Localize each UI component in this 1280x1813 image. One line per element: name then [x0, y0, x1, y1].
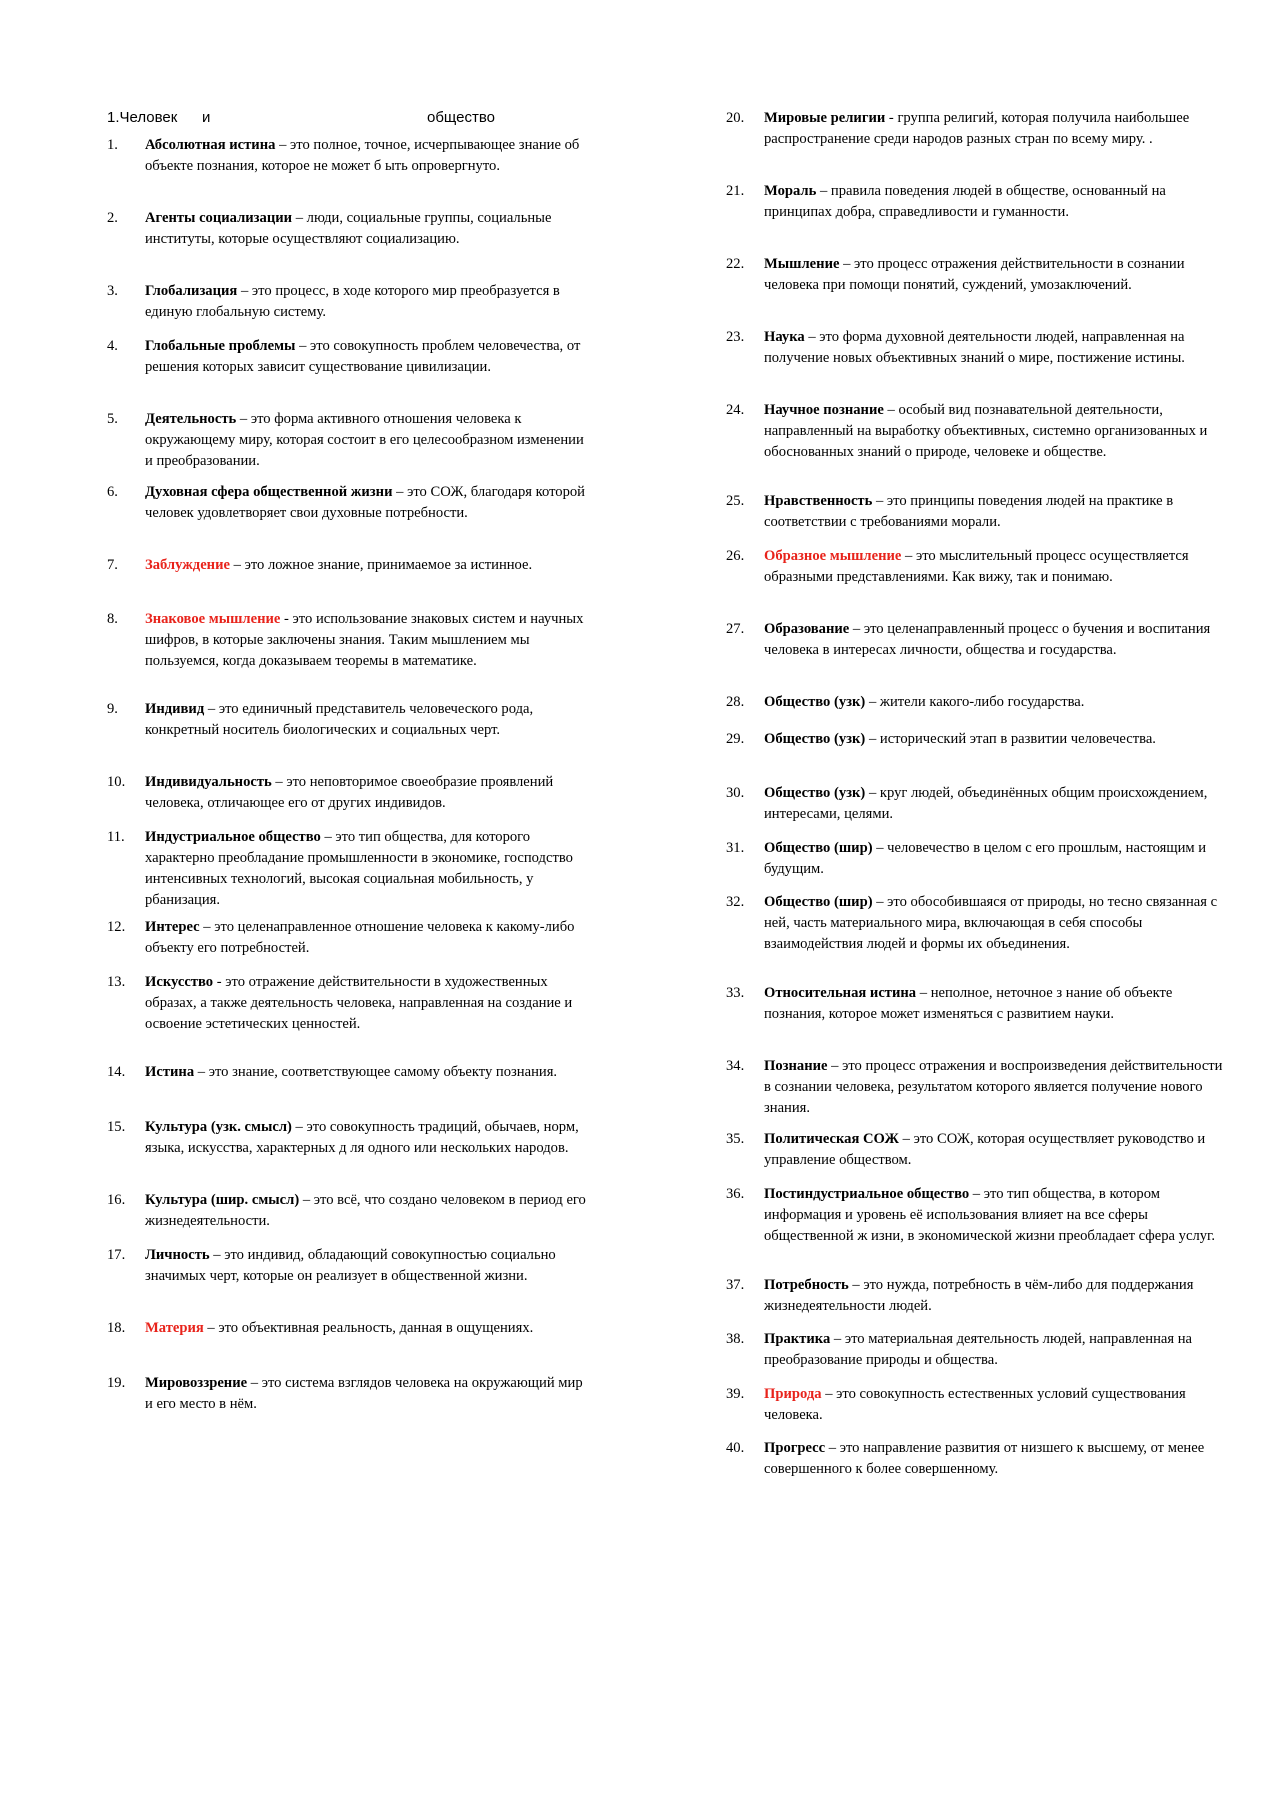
item-term: Материя	[145, 1320, 204, 1336]
item-definition: – это принципы поведения людей на практике в соответствии с требованиями морали.	[764, 493, 1174, 530]
item-definition: – это индивид, обладающий совокупностью социально значимых черт, которые он реализует в общественной жизни.	[145, 1247, 556, 1284]
item-term: Мировые религии	[764, 110, 886, 126]
item-term: Общество (шир)	[764, 894, 873, 910]
item-number: 16.	[107, 1192, 126, 1208]
item-term: Деятельность	[145, 411, 237, 427]
item-term: Природа	[764, 1386, 822, 1402]
item-term: Индивидуальность	[145, 774, 272, 790]
glossary-item	[107, 609, 587, 672]
item-definition: – это нужда, потребность в чём-либо для поддержания жизнедеятельности людей.	[764, 1277, 1194, 1314]
item-definition: – это процесс отражения и воспроизведения действительности в сознании человека, результатом которого является получение нового знания.	[764, 1058, 1223, 1116]
item-number: 8.	[107, 611, 118, 627]
glossary-item	[107, 409, 587, 472]
glossary-item	[107, 699, 587, 741]
item-term: Образное мышление	[764, 548, 902, 564]
item-definition: – это неповторимое своеобразие проявлений человека, отличающее его от других индивидов.	[145, 774, 554, 811]
glossary-item	[107, 1062, 587, 1083]
item-number: 12.	[107, 919, 126, 935]
item-definition: – это СОЖ, которая осуществляет руководство и управление обществом.	[764, 1131, 1206, 1168]
item-term: Индустриальное общество	[145, 829, 321, 845]
item-number: 40.	[726, 1440, 745, 1456]
glossary-item	[726, 1129, 1226, 1171]
item-number: 30.	[726, 785, 745, 801]
item-definition: – это совокупность естественных условий существования человека.	[764, 1386, 1186, 1423]
item-number: 29.	[726, 731, 745, 747]
item-definition: – жители какого-либо государства.	[865, 694, 1085, 710]
item-number: 31.	[726, 840, 745, 856]
item-term: Прогресс	[764, 1440, 826, 1456]
item-term: Потребность	[764, 1277, 849, 1293]
item-term: Постиндустриальное общество	[764, 1186, 970, 1202]
glossary-item	[107, 972, 587, 1035]
item-number: 32.	[726, 894, 745, 910]
item-definition: – исторический этап в развитии человечества.	[865, 731, 1156, 747]
glossary-item	[726, 783, 1226, 825]
item-term: Культура (шир. смысл)	[145, 1192, 300, 1208]
glossary-item	[107, 555, 587, 576]
item-definition: – это ложное знание, принимаемое за истинное.	[229, 557, 533, 573]
glossary-item	[107, 281, 587, 323]
item-definition: – это процесс отражения действительности в сознании человека при помощи понятий, суждений, умозаключений.	[764, 256, 1185, 293]
item-definition: – неполное, неточное з нание об объекте познания, которое может изменяться с развитием науки.	[764, 985, 1173, 1022]
item-definition: – это объективная реальность, данная в ощущениях.	[203, 1320, 534, 1336]
glossary-item	[107, 135, 587, 177]
glossary-item	[107, 1117, 587, 1159]
item-definition: – это материальная деятельность людей, направленная на преобразование природы и общества.	[764, 1331, 1193, 1368]
item-number: 25.	[726, 493, 745, 509]
item-term: Политическая СОЖ	[764, 1131, 899, 1147]
item-number: 14.	[107, 1064, 126, 1080]
item-number: 33.	[726, 985, 745, 1001]
glossary-item	[726, 327, 1226, 369]
glossary-item	[107, 1190, 587, 1232]
item-number: 5.	[107, 411, 118, 427]
item-number: 35.	[726, 1131, 745, 1147]
item-number: 36.	[726, 1186, 745, 1202]
item-number: 26.	[726, 548, 745, 564]
item-number: 9.	[107, 701, 118, 717]
item-number: 24.	[726, 402, 745, 418]
item-number: 19.	[107, 1375, 126, 1391]
item-term: Индивид	[145, 701, 205, 717]
glossary-item	[726, 491, 1226, 533]
glossary-item	[726, 1056, 1226, 1119]
item-definition: - группа религий, которая получила наибольшее распространение среди народов разных стран по всему миру. .	[764, 110, 1190, 147]
glossary-item	[726, 108, 1226, 150]
glossary-item	[726, 838, 1226, 880]
item-term: Глобальные проблемы	[145, 338, 296, 354]
item-definition: – это процесс, в ходе которого мир преобразуется в единую глобальную систему.	[145, 283, 560, 320]
glossary-item	[726, 400, 1226, 463]
glossary-item	[726, 983, 1226, 1025]
item-number: 37.	[726, 1277, 745, 1293]
item-definition: – это направление развития от низшего к высшему, от менее совершенного к более совершенному.	[764, 1440, 1205, 1477]
title-word-1: 1.Человек	[107, 109, 178, 126]
item-term: Относительная истина	[764, 985, 917, 1001]
glossary-item	[726, 254, 1226, 296]
item-number: 23.	[726, 329, 745, 345]
item-definition: – это СОЖ, благодаря которой человек удовлетворяет свои духовные потребности.	[145, 484, 585, 521]
item-number: 6.	[107, 484, 118, 500]
item-number: 2.	[107, 210, 118, 226]
item-definition: – правила поведения людей в обществе, основанный на принципах добра, справедливости и гуманности.	[764, 183, 1166, 220]
item-term: Общество (шир)	[764, 840, 873, 856]
item-term: Духовная сфера общественной жизни	[145, 484, 393, 500]
glossary-item	[726, 1275, 1226, 1317]
item-number: 10.	[107, 774, 126, 790]
item-term: Знаковое мышление	[145, 611, 281, 627]
glossary-item	[726, 729, 1226, 750]
item-term: Интерес	[145, 919, 200, 935]
item-definition: - это отражение действительности в художественных образах, а также деятельность человека, направленная на создание и освоение эстетических ценностей.	[145, 974, 573, 1032]
glossary-item	[726, 1384, 1226, 1426]
page-title	[107, 109, 507, 127]
glossary-item	[726, 1329, 1226, 1371]
item-number: 11.	[107, 829, 125, 845]
item-term: Общество (узк)	[764, 731, 866, 747]
glossary-item	[726, 619, 1226, 661]
glossary-item	[107, 1373, 587, 1415]
item-term: Глобализация	[145, 283, 238, 299]
title-word-2: и	[202, 109, 211, 126]
item-term: Заблуждение	[145, 557, 230, 573]
item-term: Истина	[145, 1064, 195, 1080]
item-definition: – это форма духовной деятельности людей, направленная на получение новых объективных знаний о мире, постижение истины.	[764, 329, 1185, 366]
item-definition: - это использование знаковых систем и научных шифров, в которые заключены знания. Таким мышлением мы пользуемся, когда доказываем теоремы в математике.	[145, 611, 584, 669]
item-number: 18.	[107, 1320, 126, 1336]
item-number: 21.	[726, 183, 745, 199]
item-term: Мышление	[764, 256, 840, 272]
item-definition: – люди, социальные группы, социальные институты, которые осуществляют социализацию.	[145, 210, 552, 247]
item-definition: – особый вид познавательной деятельности, направленный на выработку объективных, системно организованных и обоснованных знаний о природе, человеке и обществе.	[764, 402, 1208, 460]
item-term: Агенты социализации	[145, 210, 293, 226]
item-number: 22.	[726, 256, 745, 272]
glossary-item	[726, 181, 1226, 223]
item-term: Мораль	[764, 183, 817, 199]
item-term: Общество (узк)	[764, 694, 866, 710]
item-number: 15.	[107, 1119, 126, 1135]
item-number: 27.	[726, 621, 745, 637]
item-term: Наука	[764, 329, 805, 345]
item-definition: – это тип общества, для которого характерно преобладание промышленности в экономике, господство интенсивных технологий, высокая социальная мобильность, у рбанизация.	[145, 829, 573, 908]
item-number: 13.	[107, 974, 126, 990]
glossary-item	[107, 1245, 587, 1287]
item-number: 38.	[726, 1331, 745, 1347]
item-number: 20.	[726, 110, 745, 126]
item-definition: – круг людей, объединённых общим происхождением, интересами, целями.	[764, 785, 1208, 822]
glossary-item	[107, 917, 587, 959]
item-number: 1.	[107, 137, 118, 153]
item-term: Познание	[764, 1058, 828, 1074]
item-definition: – это знание, соответствующее самому объекту познания.	[194, 1064, 558, 1080]
item-number: 39.	[726, 1386, 745, 1402]
glossary-item	[726, 546, 1226, 588]
item-definition: – это форма активного отношения человека к окружающему миру, которая состоит в его целесообразном изменении и преобразовании.	[145, 411, 584, 469]
glossary-item	[726, 1184, 1226, 1247]
glossary-item	[107, 1318, 587, 1339]
item-number: 7.	[107, 557, 118, 573]
item-term: Личность	[145, 1247, 210, 1263]
item-definition: – человечество в целом с его прошлым, настоящим и будущим.	[764, 840, 1207, 877]
item-term: Абсолютная истина	[145, 137, 276, 153]
item-definition: – это единичный представитель человеческого рода, конкретный носитель биологических и социальных черт.	[145, 701, 534, 738]
item-number: 4.	[107, 338, 118, 354]
glossary-item	[107, 208, 587, 250]
glossary-item	[726, 692, 1226, 713]
item-term: Культура (узк. смысл)	[145, 1119, 292, 1135]
title-word-3: общество	[427, 109, 495, 126]
item-term: Мировоззрение	[145, 1375, 248, 1391]
glossary-item	[107, 482, 587, 524]
item-term: Образование	[764, 621, 850, 637]
glossary-item	[107, 827, 587, 911]
glossary-item	[107, 336, 587, 378]
item-definition: – это обособившаяся от природы, но тесно связанная с ней, часть материального мира, включающая в себя способы взаимодействия людей и формы их объединения.	[764, 894, 1218, 952]
glossary-item	[726, 1438, 1226, 1480]
glossary-item	[107, 772, 587, 814]
item-definition: – это целенаправленный процесс о бучения и воспитания человека в интересах личности, общества и государства.	[764, 621, 1211, 658]
item-term: Общество (узк)	[764, 785, 866, 801]
item-definition: – это система взглядов человека на окружающий мир и его место в нём.	[145, 1375, 583, 1412]
glossary-item	[726, 892, 1226, 955]
item-number: 34.	[726, 1058, 745, 1074]
item-number: 28.	[726, 694, 745, 710]
item-number: 17.	[107, 1247, 126, 1263]
item-definition: – это мыслительный процесс осуществляется образными представлениями. Как вижу, так и понимаю.	[764, 548, 1189, 585]
item-definition: – это совокупность проблем человечества, от решения которых зависит существование цивилизации.	[145, 338, 581, 375]
item-definition: – это всё, что создано человеком в период его жизнедеятельности.	[145, 1192, 586, 1229]
item-definition: – это тип общества, в котором информация и уровень её использования влияет на все сферы общественной ж изни, в экономической жизни преобладает сфера услуг.	[764, 1186, 1216, 1244]
item-term: Нравственность	[764, 493, 873, 509]
item-definition: – это полное, точное, исчерпывающее знание об объекте познания, которое не может б ыть опровергнуто.	[145, 137, 580, 174]
item-number: 3.	[107, 283, 118, 299]
item-term: Научное познание	[764, 402, 884, 418]
item-term: Практика	[764, 1331, 831, 1347]
item-term: Искусство	[145, 974, 214, 990]
item-definition: – это целенаправленное отношение человека к какому-либо объекту его потребностей.	[145, 919, 575, 956]
item-definition: – это совокупность традиций, обычаев, норм, языка, искусства, характерных д ля одного или нескольких народов.	[145, 1119, 579, 1156]
